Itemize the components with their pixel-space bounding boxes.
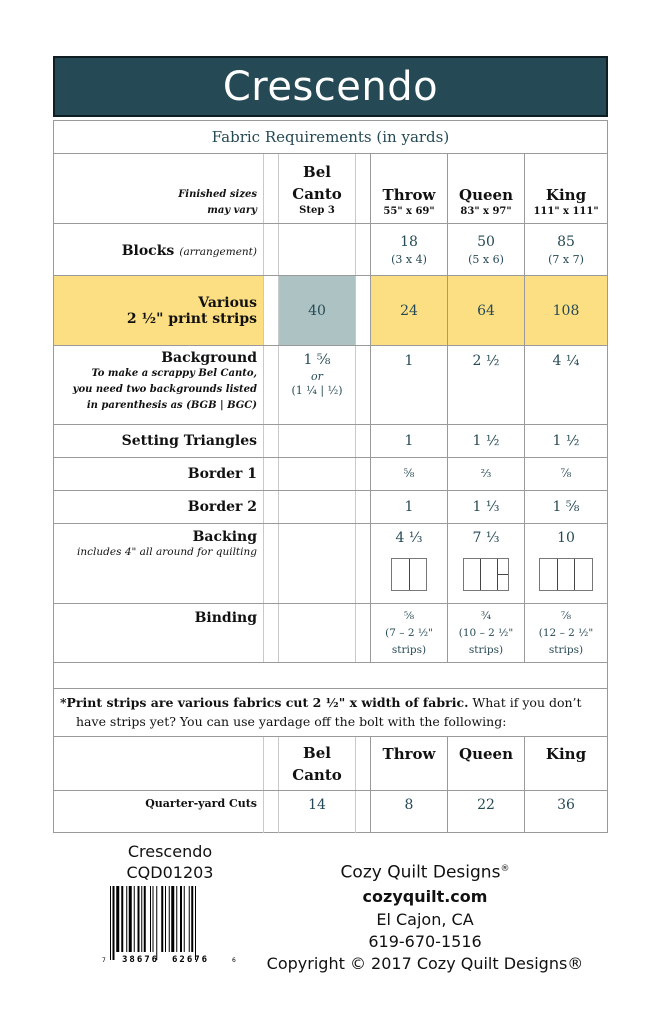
barcode-bar [165, 886, 166, 952]
blocks-label: Blocks [121, 242, 175, 259]
barcode-bar [156, 886, 157, 960]
fabric-requirements-table [53, 120, 608, 833]
barcode-digits-right: 62676 [172, 955, 210, 964]
title-banner [53, 56, 608, 117]
barcode-bar [134, 886, 135, 952]
table-title: Fabric Requirements (in yards) [211, 128, 450, 146]
barcode-bar [129, 886, 132, 952]
brand-name: Cozy Quilt Designs [340, 862, 501, 883]
barcode-bar [141, 886, 142, 952]
location: El Cajon, CA [376, 909, 474, 929]
barcode-bar [126, 886, 127, 952]
barcode-bar [161, 886, 163, 952]
barcode-bar [116, 886, 119, 952]
barcode-bar [121, 886, 123, 952]
product-info [100, 841, 240, 883]
backing-layout-diagram [463, 558, 509, 591]
barcode-digits-left: 38676 [122, 955, 160, 964]
col-throw: Throw 55" x 69" [371, 154, 448, 223]
row-border-2: Border 2 1 1 ⅓ 1 ⅝ [54, 491, 607, 524]
backing-layout-diagram [539, 558, 593, 591]
website-link[interactable]: cozyquilt.com [362, 886, 488, 906]
col-queen: Queen 83" x 97" [448, 154, 525, 223]
barcode-bar [176, 886, 177, 952]
row-quarter-yard-cuts: Quarter-yard Cuts 14 8 22 36 [54, 791, 607, 833]
finished-sizes-note: Finished sizes may vary [178, 189, 257, 216]
phone: 619-670-1516 [368, 931, 482, 951]
print-strips-footnote: *Print strips are various fabrics cut 2 ½" x width of fabric. What if you don’t have strips yet? You can use yardage off the bolt with the following: [54, 689, 607, 737]
row-border-1: Border 1 ⅝ ⅔ ⅞ [54, 458, 607, 491]
row-blocks: Blocks (arrangement) 18 (3 x 4) 50 (5 x 6) 85 (7 x 7) [54, 224, 607, 276]
copyright: Copyright © 2017 Cozy Quilt Designs® [266, 953, 584, 973]
col-king: King 111" x 111" [533, 186, 599, 217]
pattern-name: Crescendo [127, 842, 213, 861]
pattern-title: Crescendo [222, 63, 439, 110]
barcode-bar [180, 886, 182, 952]
row-setting-triangles: Setting Triangles 1 1 ½ 1 ½ [54, 425, 607, 458]
publisher-info: Cozy Quilt Designs® cozyquilt.com El Cajon, CA 619-670-1516 Copyright © 2017 Cozy Quilt Designs® [255, 857, 595, 975]
table-title-row [54, 121, 607, 154]
barcode-bar [138, 886, 140, 952]
backing-layout-diagram [391, 558, 427, 591]
barcode-bar [195, 886, 196, 960]
barcode-bar [144, 886, 146, 952]
barcode-digit-last: 6 [232, 957, 236, 964]
barcode-bar [171, 886, 174, 952]
barcode-digit-first: 7 [102, 957, 106, 964]
barcode-bar [113, 886, 115, 960]
barcode-icon [100, 886, 240, 964]
barcode-bar [150, 886, 151, 952]
barcode-bar [153, 886, 154, 952]
cuts-header-row: Bel Canto Throw Queen King [54, 737, 607, 791]
row-binding: Binding ⅝ (7 – 2 ½" strips) ¾ (10 – 2 ½" strips) ⅞ (12 – 2 ½" strips) [54, 604, 607, 663]
row-backing: Backing includes 4" all around for quilting 4 ⅓ 7 ⅓ 10 [54, 524, 607, 604]
barcode-bar [110, 886, 111, 960]
header-row [54, 154, 607, 224]
barcode-bar [184, 886, 185, 952]
row-print-strips: Various 2 ½" print strips 40 24 64 108 [54, 276, 607, 346]
col-bel-canto: Bel Canto Step 3 [292, 163, 342, 216]
row-background: Background To make a scrappy Bel Canto, you need two backgrounds listed in parenthesis as (BGB | BGC) 1 ⅝ or (1 ¼ | ½) 1 2 ½ 4 ¼ [54, 346, 607, 425]
product-sku: CQD01203 [126, 863, 214, 882]
spacer-row [54, 663, 607, 689]
barcode-bar [189, 886, 190, 952]
barcode-bar [169, 886, 170, 952]
barcode-bar [191, 886, 193, 952]
